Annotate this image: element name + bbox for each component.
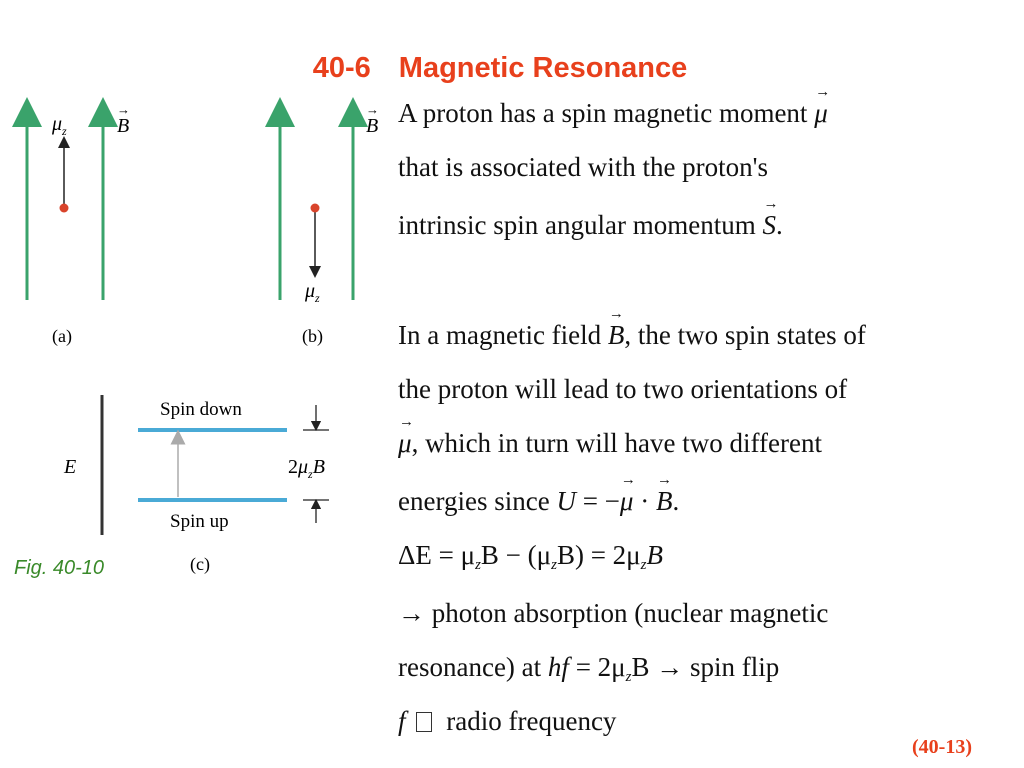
text-line: energies since U = −→ μ · → B. (398, 486, 679, 517)
panel-b (280, 102, 379, 347)
mu-label: $\mu_z$ (52, 113, 67, 138)
mu-label: $\mu_z$ (305, 280, 320, 305)
section-title: Magnetic Resonance (398, 52, 688, 84)
proton-dot (311, 204, 320, 213)
b-vector-mark: → (117, 102, 130, 117)
mu-vector-symbol: → μ (398, 428, 412, 459)
b-vector-symbol: → B (608, 320, 625, 351)
figure-caption: Fig. 40-10 (14, 557, 105, 579)
panel-c-label: (c) (190, 554, 210, 574)
equation-ref: (40-13) (912, 736, 972, 758)
text-line: A proton has a spin magnetic moment → μ (398, 98, 828, 129)
panel-a-label: (a) (52, 326, 72, 346)
frequency-line: f radio frequency (398, 706, 617, 736)
resonance-line: resonance) at hf = $2\mu_zB$ → spin flip (398, 652, 780, 685)
panel-b-label: (b) (302, 326, 323, 346)
b-vector-symbol: → B (656, 486, 673, 517)
text-line: → photon absorption (nuclear magnetic (398, 598, 829, 628)
b-vector-mark: → (366, 102, 379, 117)
slide-title (0, 52, 1000, 85)
proton-dot (60, 204, 69, 213)
gap-label: $2\mu_zB$ (288, 456, 325, 481)
b-label: B (117, 115, 130, 137)
panel-a (27, 102, 130, 347)
mu-vector-symbol: → μ (620, 486, 634, 517)
b-label: B (366, 115, 379, 137)
mu-vector-symbol: → μ (814, 98, 828, 129)
text-line: the proton will lead to two orientations of (398, 374, 848, 404)
text-line: In a magnetic field → B, the two spin states of (398, 320, 866, 351)
text-line: → μ, which in turn will have two different (398, 428, 822, 459)
spin-up-label: Spin up (170, 511, 229, 532)
section-number: 40-6 (312, 52, 371, 84)
text-line: that is associated with the proton's (398, 152, 769, 182)
missing-glyph-box (416, 712, 432, 732)
energy-equation: $\Delta E = \mu_zB - (\mu_zB) = 2\mu_zB$ (398, 540, 663, 573)
s-vector-symbol: → S (762, 210, 776, 241)
figure-panel-c (0, 385, 380, 585)
spin-down-label: Spin down (160, 399, 242, 420)
text-line: intrinsic spin angular momentum → S. (398, 210, 783, 241)
energy-label: E (64, 456, 77, 478)
